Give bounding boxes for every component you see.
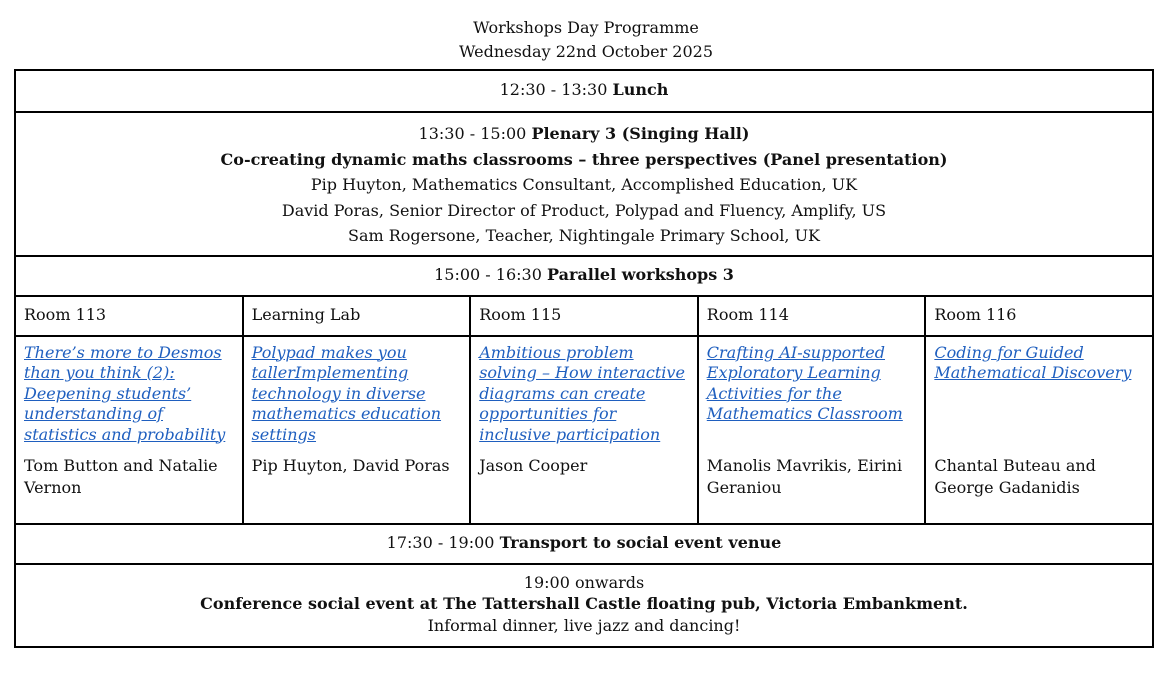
social-title: Conference social event at The Tattershall Castle floating pub, Victoria Embankment. [200,594,968,613]
plenary-speaker: David Poras, Senior Director of Product, Polypad and Fluency, Amplify, US [281,200,887,220]
workshop-cell [243,336,471,524]
room-header: Room 114 [698,296,926,336]
social-time: 19:00 onwards [523,572,645,592]
room-header: Room 113 [15,296,243,336]
workshop-presenters: Pip Huyton, David Poras [251,455,450,475]
transport-time: 17:30 - 19:00 [386,532,495,552]
plenary-time: 13:30 - 15:00 [418,124,527,143]
programme-table [14,69,1154,648]
plenary-label: Plenary 3 (Singing Hall) [531,124,750,143]
plenary-speaker: Pip Huyton, Mathematics Consultant, Accomplished Education, UK [310,175,858,194]
parallel-header-row [15,256,1153,296]
plenary-title: Co-creating dynamic maths classrooms – three perspectives (Panel presentation) [220,149,948,169]
workshop-link[interactable]: Ambitious problem solving – How interactive diagrams can create opportunities for inclusive participation [479,342,685,444]
workshop-link[interactable]: There’s more to Desmos than you think (2): Deepening students’ understanding of statistics and probability [24,342,226,444]
transport-row [15,524,1153,564]
social-description: Informal dinner, live jazz and dancing! [427,615,741,635]
plenary-cell [15,112,1153,256]
workshop-presenters: Chantal Buteau and George Gadanidis [934,455,1096,497]
lunch-label: Lunch [612,80,669,99]
workshop-cell [15,336,243,524]
parallel-cell [15,256,1153,296]
parallel-time: 15:00 - 16:30 [434,264,542,284]
workshop-row [15,336,1153,524]
room-header: Room 116 [925,296,1153,336]
plenary-speaker: Sam Rogersone, Teacher, Nightingale Primary School, UK [347,226,821,245]
lunch-row [15,70,1153,112]
workshop-presenters: Manolis Mavrikis, Eirini Geraniou [706,455,903,497]
workshop-cell [470,336,698,524]
social-cell [15,564,1153,647]
plenary-row [15,112,1153,256]
room-row [15,296,1153,336]
social-row [15,564,1153,647]
workshop-presenters: Jason Cooper [479,455,588,475]
parallel-label: Parallel workshops 3 [546,264,734,284]
lunch-time: 12:30 - 13:30 [499,80,608,99]
lunch-cell [15,70,1153,112]
room-header: Learning Lab [243,296,471,336]
workshop-link[interactable]: Polypad makes you tallerImplementing technology in diverse mathematics education settings [251,342,442,444]
programme-date: Wednesday 22nd October 2025 [458,42,714,61]
transport-label: Transport to social event venue [499,532,782,552]
workshop-cell [698,336,926,524]
workshop-link[interactable]: Coding for Guided Mathematical Discovery [934,342,1132,382]
workshop-presenters: Tom Button and Natalie Vernon [24,455,218,497]
page-title: Workshops Day Programme [473,18,699,37]
programme-heading [0,16,1172,64]
room-header: Room 115 [470,296,698,336]
workshop-cell [925,336,1153,524]
transport-cell [15,524,1153,564]
workshop-link[interactable]: Crafting AI-supported Exploratory Learning Activities for the Mathematics Classroom [706,342,903,423]
